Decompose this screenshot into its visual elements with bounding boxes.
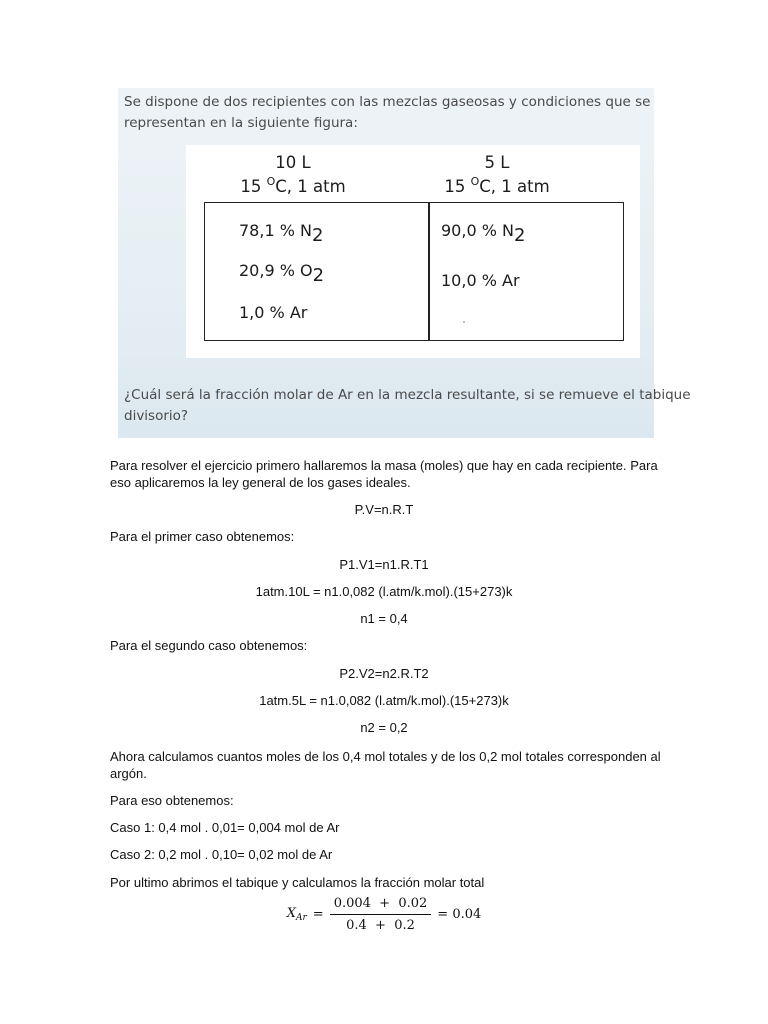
left-temp-pressure: 15 $^O$C, 1 atm [240, 175, 346, 196]
formula-denominator: 0.4 + 0.2 [346, 918, 415, 933]
formula-numerator: 0.004 + 0.02 [333, 896, 428, 911]
right-container-conditions [432, 153, 562, 196]
case-2-equation-1: P2.V2=n2.R.T2 [339, 666, 429, 681]
paragraph-1-line-2: eso aplicaremos la ley general de los gases ideales. [110, 475, 411, 490]
case-2-intro: Para el segundo caso obtenemos: [110, 638, 308, 653]
case-1-equation-1: P1.V1=n1.R.T1 [339, 557, 429, 572]
caso-2-calc: Caso 2: 0,2 mol . 0,10= 0,02 mol de Ar [110, 847, 333, 862]
left-gas-o2: 20,9 % O2 [239, 261, 325, 286]
right-gas-n2: 90,0 % N2 [441, 221, 526, 246]
case-1-equation-2: 1atm.10L = n1.0,082 (l.atm/k.mol).(15+273)k [255, 584, 513, 599]
left-gas-n2: 78,1 % N2 [239, 221, 324, 246]
case-1-intro: Para el primer caso obtenemos: [110, 529, 295, 544]
case-2-equation-2: 1atm.5L = n1.0,082 (l.atm/k.mol).(15+273)k [259, 693, 509, 708]
containers-diagram [186, 145, 640, 358]
paragraph-2-line-2: argón. [110, 766, 147, 781]
problem-figure [118, 88, 691, 438]
equation-ideal-gas: P.V=n.R.T [354, 502, 414, 517]
left-container-box [204, 202, 430, 341]
left-volume: 10 L [275, 153, 311, 172]
formula-fraction [330, 896, 432, 933]
figure-question-line-2: divisorio? [124, 408, 189, 424]
left-gas-ar: 1,0 % Ar [239, 303, 308, 322]
paragraph-4: Por ultimo abrimos el tabique y calculamos la fracción molar total [110, 875, 485, 890]
figure-intro-line-2: representan en la siguiente figura: [124, 115, 358, 131]
right-gas-ar: 10,0 % Ar [441, 271, 520, 290]
formula-symbol: $X_{Ar}$ [286, 906, 307, 923]
formula-equals: = [312, 907, 324, 922]
degree-symbol: O [266, 175, 276, 188]
degree-symbol: O [470, 175, 480, 188]
formula-result: = 0.04 [437, 907, 482, 922]
caso-1-calc: Caso 1: 0,4 mol . 0,01= 0,004 mol de Ar [110, 820, 340, 835]
right-temp-pressure: 15 $^O$C, 1 atm [444, 175, 550, 196]
left-container-conditions [228, 153, 358, 196]
case-2-result: n2 = 0,2 [360, 720, 408, 735]
figure-intro-line-1: Se dispone de dos recipientes con las mezclas gaseosas y condiciones que se [124, 94, 651, 110]
figure-question-line-1: ¿Cuál será la fracción molar de Ar en la mezcla resultante, si se remueve el tabique [124, 387, 691, 403]
paragraph-2-line-1: Ahora calculamos cuantos moles de los 0,4 mol totales y de los 0,2 mol totales corresponden al [110, 749, 661, 764]
molar-fraction-formula [0, 896, 768, 940]
case-1-result: n1 = 0,4 [360, 611, 408, 626]
right-container-box [428, 202, 624, 341]
paragraph-3: Para eso obtenemos: [110, 793, 234, 808]
paragraph-1-line-1: Para resolver el ejercicio primero hallaremos la masa (moles) que hay en cada recipiente. Para [110, 458, 658, 473]
right-volume: 5 L [484, 153, 510, 172]
scan-speck [463, 321, 465, 323]
